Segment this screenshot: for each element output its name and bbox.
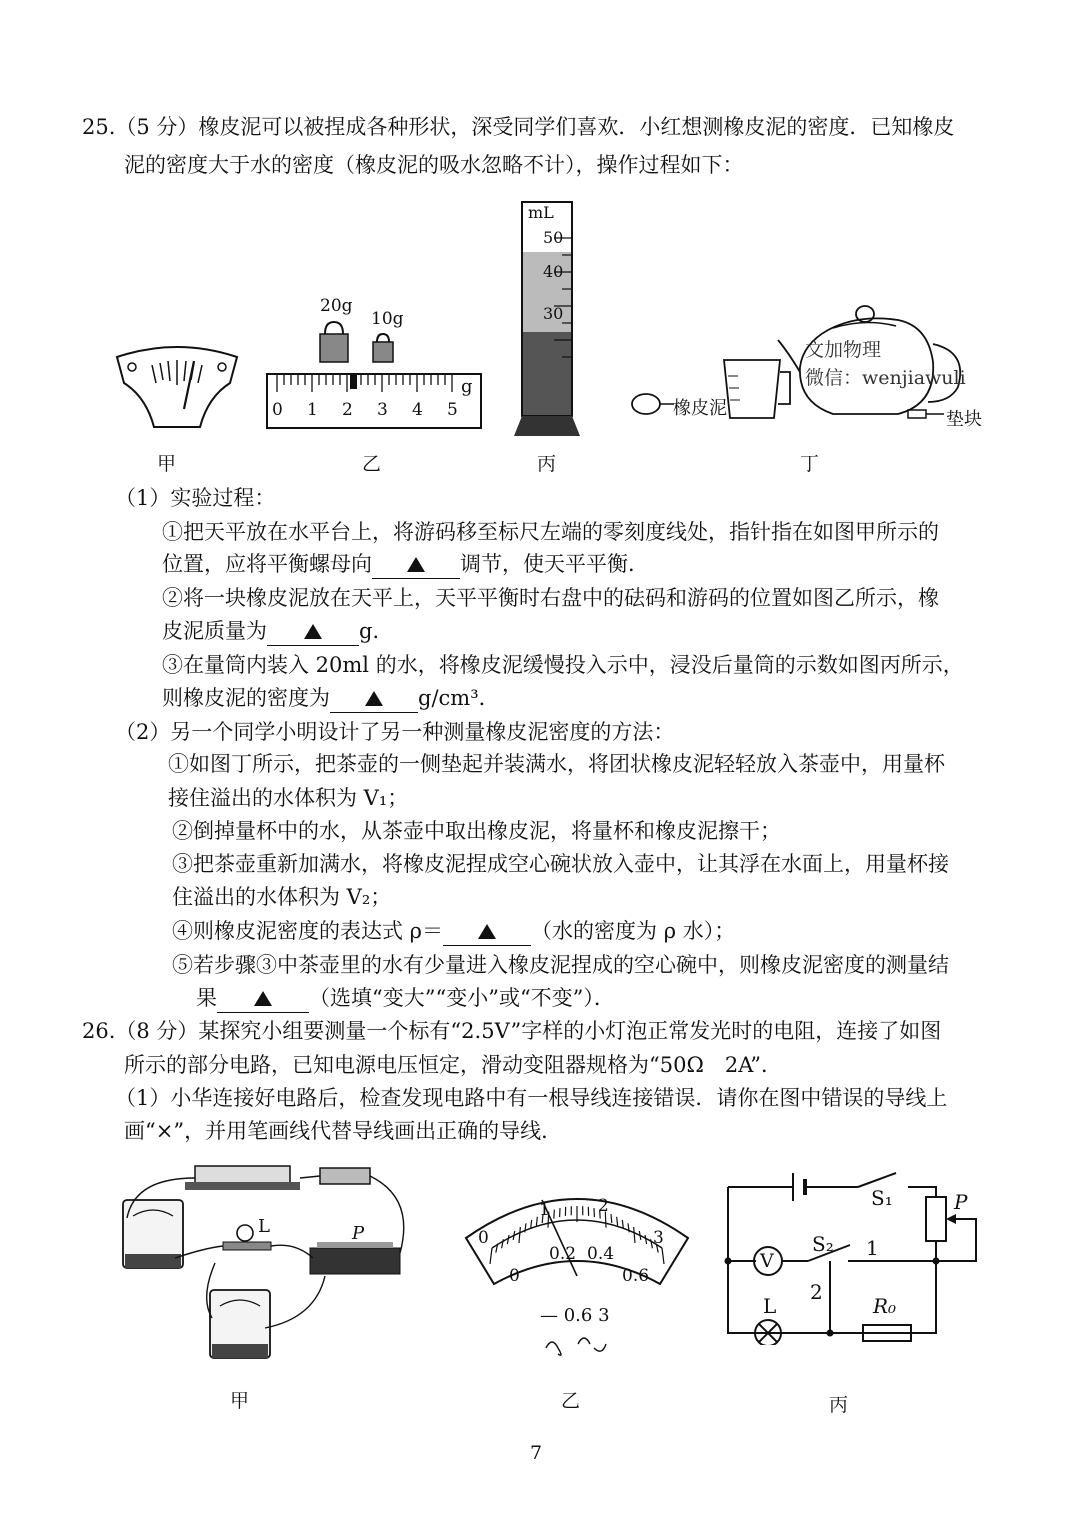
switch-S2-label: S₂ (812, 1232, 834, 1256)
answer-blank-3[interactable] (330, 684, 418, 713)
scale-unit-g: g (461, 376, 473, 397)
q25-step2-post: g． (359, 619, 394, 643)
q25-step1-line1: ①把天平放在水平台上，将游码移至标尺左端的零刻度线处，指针指在如图甲所示的 (162, 520, 939, 544)
q25-step2-line2 (162, 617, 393, 646)
scale-number: 1 (307, 400, 318, 420)
q26-part1-line1: （1）小华连接好电路后，检查发现电路中有一根导线连接错误．请你在图中错误的导线上 (115, 1086, 948, 1110)
ammeter-bottom-label: 0 (509, 1266, 520, 1286)
cylinder-40: 40 (543, 262, 564, 281)
weight-20g-label: 20g (320, 296, 353, 316)
q25-method-5a: ⑤若步骤③中茶壶里的水有少量进入橡皮泥捏成的空心碗中，则橡皮泥密度的测量结 (172, 953, 949, 977)
weight-10g-label: 10g (371, 309, 404, 329)
ammeter-tick (645, 1235, 647, 1244)
q25-header-2: 泥的密度大于水的密度（橡皮泥的吸水忽略不计），操作过程如下： (124, 153, 744, 177)
scale-number: 4 (412, 400, 423, 420)
q25-header: 25.（5 分）橡皮泥可以被捏成各种形状，深受同学们喜欢．小红想测橡皮泥的密度．已知橡皮 (82, 115, 955, 139)
q25-method-2: ②倒掉量杯中的水，从茶壶中取出橡皮泥，将量杯和橡皮泥擦干； (172, 819, 781, 843)
slider-P-label: P (352, 1223, 365, 1244)
q25-part1-title: （1）实验过程： (115, 486, 276, 510)
q25-method-4-pre: ④则橡皮泥密度的表达式 ρ＝ (172, 919, 444, 943)
terminal-wires-icon (540, 1330, 610, 1360)
q25-method-3b: 住溢出的水体积为 V₂； (172, 885, 392, 909)
scale-number: 0 (272, 400, 283, 420)
q25-step3-line1: ③在量筒内装入 20ml 的水，将橡皮泥缓慢投入示中，浸没后量筒的示数如图丙所示， (162, 653, 964, 677)
ammeter-tick (513, 1231, 514, 1240)
q25-method-1b: 接住溢出的水体积为 V₁； (168, 786, 409, 810)
scale-number: 3 (377, 400, 388, 420)
q25-step3-line2 (162, 684, 500, 713)
ammeter-tick (490, 1248, 492, 1264)
circuit-photo-figure (115, 1158, 420, 1368)
scale-number: 2 (342, 400, 353, 420)
triangle-icon (407, 557, 425, 572)
q25-method-5-post: （选填“变大”“变小”或“不变”）． (309, 986, 615, 1010)
q25-part2-title: （2）另一个同学小明设计了另一种测量橡皮泥密度的方法： (115, 720, 675, 744)
q25-step2-pre: 皮泥质量为 (162, 619, 267, 643)
triangle-icon (304, 624, 322, 639)
watermark-line-2: 微信：wenjiawuli (805, 367, 966, 389)
ammeter-tick (502, 1239, 504, 1248)
ammeter-tick (554, 1210, 555, 1219)
caption-bing-1: 丙 (537, 453, 557, 475)
scale-number: 5 (447, 400, 458, 420)
q25-step3-post: g/cm³． (418, 686, 500, 710)
resistor-R0-label: R₀ (873, 1294, 897, 1318)
ammeter-tick (507, 1235, 509, 1244)
ammeter-tick (662, 1248, 664, 1264)
voltmeter-V-label: V (760, 1250, 774, 1272)
answer-blank-4[interactable] (443, 917, 531, 946)
watermark-line-1: 文加物理 (805, 339, 882, 361)
ammeter-tick (611, 1214, 612, 1223)
ammeter-tick (634, 1227, 635, 1243)
triangle-icon (478, 924, 496, 939)
caption-jia-1: 甲 (157, 453, 177, 475)
cylinder-ml-label: mL (528, 203, 554, 222)
ammeter-tick (536, 1217, 537, 1226)
q25-step2-line1: ②将一块橡皮泥放在天平上，天平平衡时右盘中的砝码和游码的位置如图乙所示，橡 (162, 586, 939, 610)
q25-step1-line2 (162, 550, 649, 579)
answer-blank-2[interactable] (267, 617, 359, 646)
caption-yi-1: 乙 (362, 453, 382, 475)
cylinder-30: 30 (543, 304, 564, 323)
pad-label: 垫块 (946, 409, 982, 430)
ammeter-tick (617, 1217, 618, 1226)
q26-header: 26.（8 分）某探究小组要测量一个标有“2.5V”字样的小灯泡正常发光时的电阻，连接了如图 (82, 1019, 942, 1043)
lamp-L2-label: L (763, 1294, 777, 1318)
caption-bing-2: 丙 (829, 1394, 849, 1416)
q25-method-4 (172, 917, 735, 946)
ammeter-tick (519, 1227, 520, 1243)
ammeter-bottom-label: 0.4 (587, 1244, 615, 1264)
ammeter-top-label: 1 (539, 1200, 550, 1220)
circuit-diagram-figure (718, 1165, 988, 1345)
clay-label: 橡皮泥 (673, 398, 727, 419)
caption-jia-2: 甲 (230, 1390, 250, 1412)
q25-method-3a: ③把茶壶重新加满水，将橡皮泥捏成空心碗状放入壶中，让其浮在水面上，用量杯接 (172, 852, 949, 876)
ammeter-bottom-label: 0.6 (622, 1266, 650, 1286)
q25-step1-pre: 位置，应将平衡螺母向 (162, 552, 372, 576)
rheostat-P-label: P (954, 1190, 968, 1214)
caption-ding: 丁 (800, 453, 820, 475)
page-number: 7 (530, 1442, 543, 1464)
triangle-icon (254, 991, 272, 1006)
q26-part1-line2: 画“×”，并用笔画线代替导线画出正确的导线． (124, 1119, 563, 1143)
contact-1-label: 1 (866, 1236, 879, 1260)
balance-dial-figure (112, 345, 242, 435)
caption-yi-2: 乙 (561, 1390, 581, 1412)
lamp-L-label: L (258, 1216, 270, 1237)
ammeter-terminals-label: — 0.6 3 (540, 1305, 610, 1326)
answer-blank-1[interactable] (372, 550, 460, 579)
triangle-icon (365, 691, 383, 706)
ammeter-bottom-label: 0.2 (549, 1244, 577, 1264)
q25-method-4-post: （水的密度为 ρ 水）； (531, 919, 736, 943)
ammeter-top-label: 0 (478, 1228, 489, 1248)
answer-blank-5[interactable] (217, 984, 309, 1013)
q26-header-2: 所示的部分电路，已知电源电压恒定，滑动变阻器规格为“50Ω 2A”． (124, 1053, 783, 1077)
q25-method-5-pre: 果 (196, 986, 217, 1010)
contact-2-label: 2 (810, 1280, 823, 1304)
switch-S1-label: S₁ (871, 1186, 893, 1210)
q25-method-5b (196, 984, 615, 1013)
cylinder-50: 50 (543, 228, 564, 247)
watermark (805, 336, 966, 392)
q25-step1-post: 调节，使天平平衡． (460, 552, 649, 576)
ammeter-tick (639, 1231, 640, 1240)
q25-method-1a: ①如图丁所示，把茶壶的一侧垫起并装满水，将团状橡皮泥轻轻放入茶壶中，用量杯 (168, 752, 945, 776)
q25-step3-pre: 则橡皮泥的密度为 (162, 686, 330, 710)
ammeter-top-label: 2 (598, 1196, 609, 1216)
ammeter-top-label: 3 (653, 1228, 664, 1248)
